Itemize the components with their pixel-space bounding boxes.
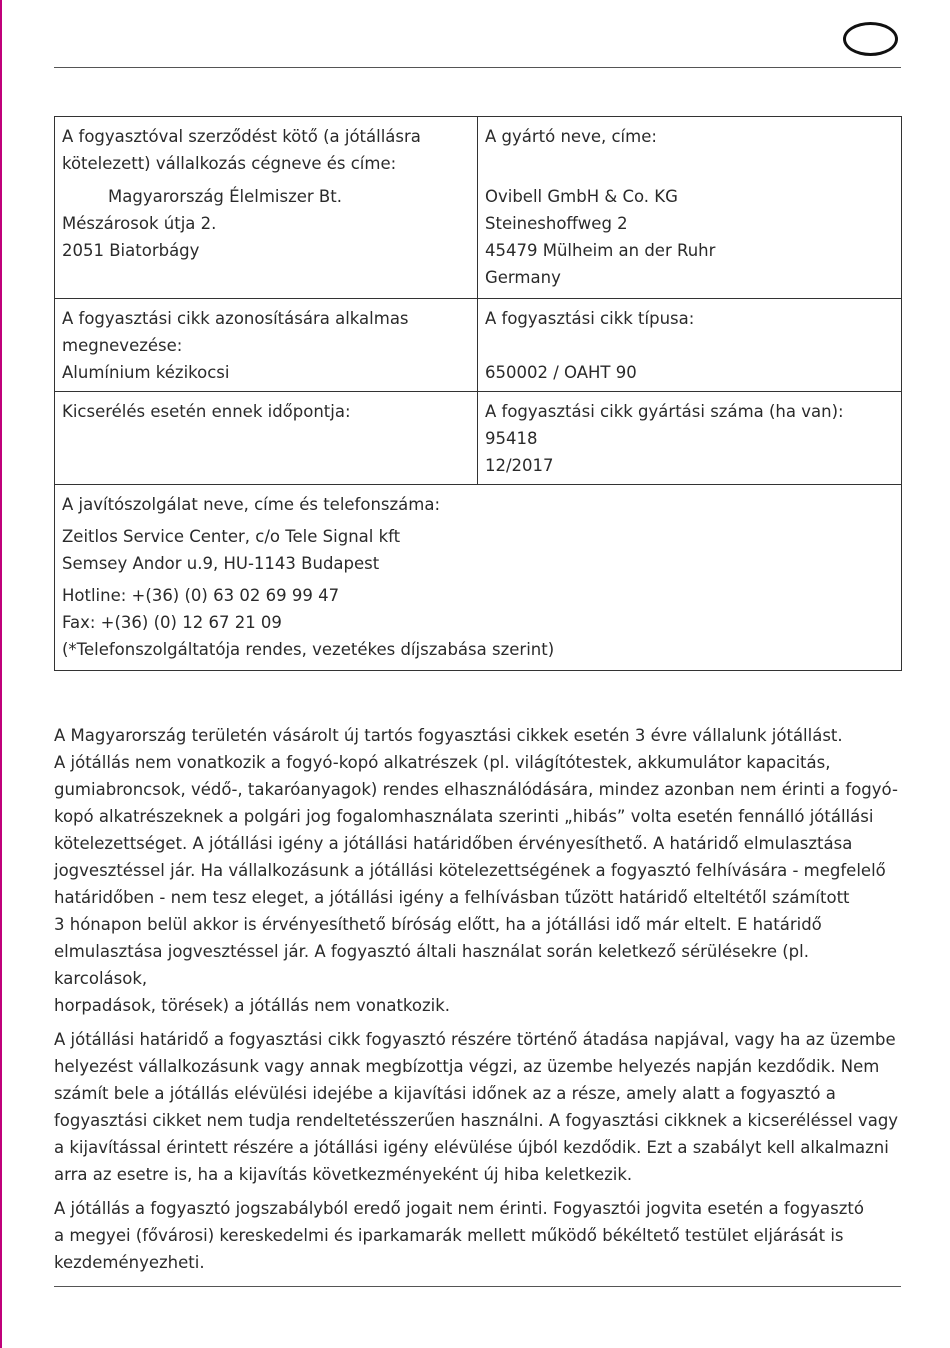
text-line: kopó alkatrészeknek a polgári jog fogalomhasználata szerinti „hibás” volta esetén fennálló jótállási bbox=[54, 807, 874, 826]
seller-label-line-2: kötelezett) vállalkozás cégneve és címe: bbox=[62, 154, 397, 173]
text-line: helyezést vállalkozásunk vagy annak megbízottja végzi, az üzembe helyezés napján kezdődik. Nem bbox=[54, 1057, 880, 1076]
seller-cell bbox=[55, 117, 478, 299]
text-line: A jótállás nem vonatkozik a fogyó-kopó alkatrészek (pl. világítótestek, akkumulátor kapacitás, bbox=[54, 753, 831, 772]
service-label: A javítószolgálat neve, címe és telefonszáma: bbox=[62, 495, 441, 514]
text-line: a kijavítással érintett részére a jótállási igény elévülése újból kezdődik. Ezt a szabályt kell alkalmazni bbox=[54, 1138, 889, 1157]
product-type-label: A fogyasztási cikk típusa: bbox=[485, 309, 695, 328]
text-line: fogyasztási cikket nem tudja rendeltetésszerűen használni. A fogyasztási cikknek a kicseréléssel vagy bbox=[54, 1111, 899, 1130]
warranty-paragraph-1 bbox=[54, 722, 901, 1019]
manufacturer-spacer bbox=[485, 150, 894, 177]
text-line: A Magyarország területén vásárolt új tartós fogyasztási cikkek esetén 3 évre vállalunk jótállást. bbox=[54, 726, 843, 745]
manufacturer-label: A gyártó neve, címe: bbox=[485, 127, 657, 146]
serial-number-cell bbox=[478, 392, 902, 485]
text-line: arra az esetre is, ha a kijavítás következményeként új hiba keletkezik. bbox=[54, 1165, 633, 1184]
text-line: gumiabroncsok, védő-, takaróanyagok) rendes elhasználódására, mindez azonban nem érinti a fogyó- bbox=[54, 780, 898, 799]
warranty-terms-text bbox=[54, 722, 901, 1283]
text-line: határidőben - nem tesz eleget, a jótállási igény a felhívásban tűzött határidő elteltétől számított bbox=[54, 888, 850, 907]
hotline-number: Hotline: +(36) (0) 63 02 69 99 47 bbox=[62, 586, 340, 605]
serial-number-value: 95418 bbox=[485, 429, 538, 448]
seller-label-line-1: A fogyasztóval szerződést kötő (a jótállásra bbox=[62, 127, 421, 146]
service-cell bbox=[55, 485, 902, 671]
text-line: A jótállási határidő a fogyasztási cikk fogyasztó részére történő átadása napjával, vagy ha az üzembe bbox=[54, 1030, 896, 1049]
seller-name: Magyarország Élelmiszer Bt. bbox=[108, 187, 342, 206]
seller-city: 2051 Biatorbágy bbox=[62, 241, 200, 260]
product-type-cell bbox=[478, 299, 902, 392]
tariff-note: (*Telefonszolgáltatója rendes, vezetékes díjszabása szerint) bbox=[62, 640, 555, 659]
text-line: jogvesztéssel jár. Ha vállalkozásunk a jótállási kötelezettségének a fogyasztó felhívására - megfelelő bbox=[54, 861, 886, 880]
text-line: a megyei (fővárosi) kereskedelmi és iparkamarák mellett működő békéltető testület eljárását is bbox=[54, 1226, 844, 1245]
product-name-cell bbox=[55, 299, 478, 392]
manufacturer-street: Steineshoffweg 2 bbox=[485, 214, 628, 233]
footer-divider bbox=[54, 1286, 901, 1287]
serial-number-label: A fogyasztási cikk gyártási száma (ha van): bbox=[485, 402, 844, 421]
seller-street: Mészárosok útja 2. bbox=[62, 214, 217, 233]
service-address: Semsey Andor u.9, HU-1143 Budapest bbox=[62, 554, 380, 573]
manufacturer-country: Germany bbox=[485, 268, 561, 287]
text-line: A jótállás a fogyasztó jogszabályból eredő jogait nem érinti. Fogyasztói jogvita esetén a fogyasztó bbox=[54, 1199, 864, 1218]
text-line: 3 hónapon belül akkor is érvényesíthető bíróság előtt, ha a jótállási idő már eltelt. E határidő bbox=[54, 915, 822, 934]
text-line: horpadások, törések) a jótállás nem vonatkozik. bbox=[54, 996, 451, 1015]
product-name-value: Alumínium kézikocsi bbox=[62, 363, 230, 382]
text-line: számít bele a jótállás elévülési idejébe a kijavítási időnek az a része, amely alatt a fogyasztó a bbox=[54, 1084, 836, 1103]
manufacturer-cell bbox=[478, 117, 902, 299]
service-name: Zeitlos Service Center, c/o Tele Signal kft bbox=[62, 527, 401, 546]
text-line: kötelezettséget. A jótállási igény a jótállási határidőben érvényesíthető. A határidő elmulasztása bbox=[54, 834, 853, 853]
warranty-paragraph-3 bbox=[54, 1195, 901, 1276]
product-type-spacer bbox=[485, 332, 894, 359]
production-date-value: 12/2017 bbox=[485, 456, 554, 475]
product-name-label-line-1: A fogyasztási cikk azonosítására alkalmas bbox=[62, 309, 409, 328]
header-divider bbox=[54, 67, 901, 68]
warranty-info-table bbox=[54, 116, 902, 671]
replacement-date-cell bbox=[55, 392, 478, 485]
text-line: kezdeményezheti. bbox=[54, 1253, 205, 1272]
warranty-paragraph-2 bbox=[54, 1026, 901, 1188]
text-line: elmulasztása jogvesztéssel jár. A fogyasztó általi használat során keletkező sérülésekre (pl. karcolások, bbox=[54, 942, 809, 988]
manufacturer-name: Ovibell GmbH & Co. KG bbox=[485, 187, 678, 206]
product-name-label-line-2: megnevezése: bbox=[62, 336, 183, 355]
left-accent-bar bbox=[0, 0, 2, 1348]
language-badge-oval bbox=[843, 22, 898, 56]
manufacturer-city: 45479 Mülheim an der Ruhr bbox=[485, 241, 716, 260]
fax-number: Fax: +(36) (0) 12 67 21 09 bbox=[62, 613, 282, 632]
replacement-date-label: Kicserélés esetén ennek időpontja: bbox=[62, 402, 351, 421]
product-type-value: 650002 / OAHT 90 bbox=[485, 363, 637, 382]
